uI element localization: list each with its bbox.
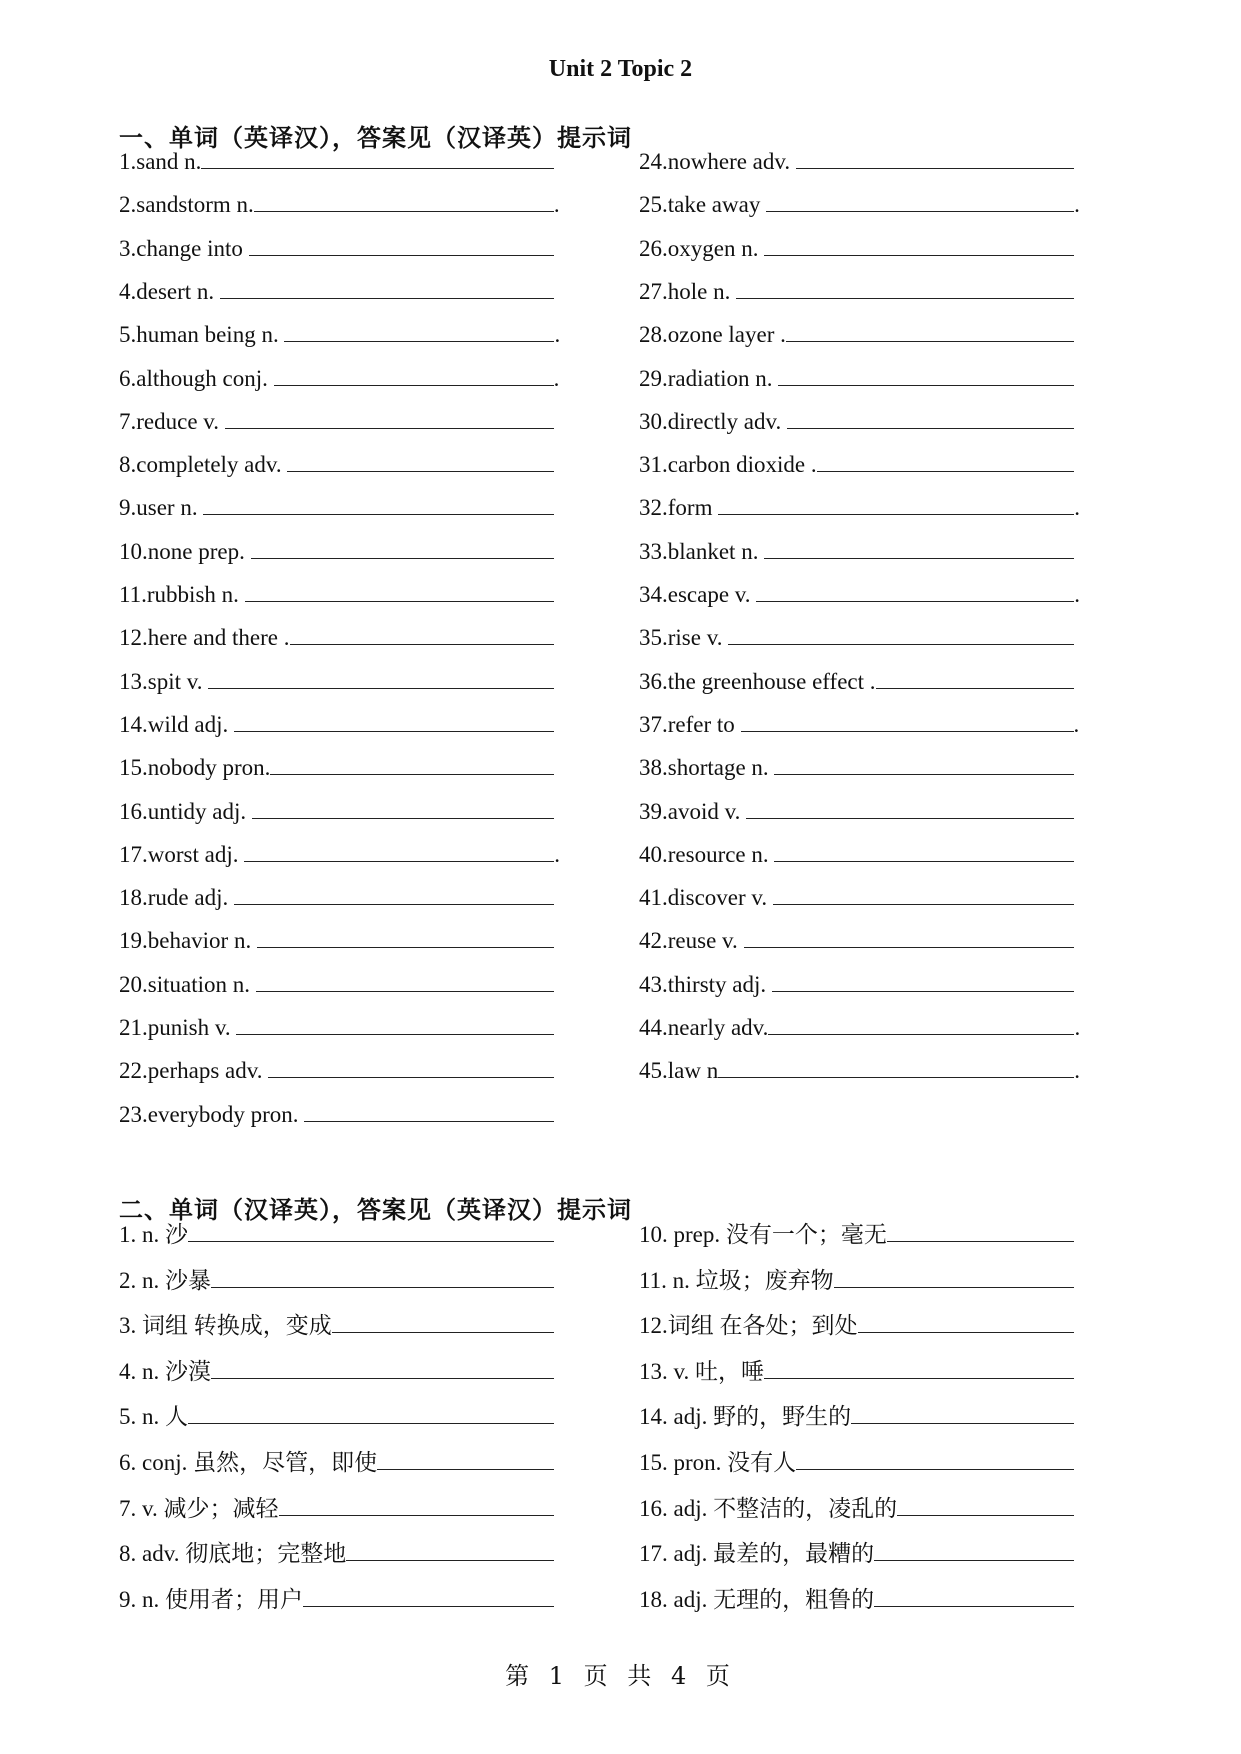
vocab-label: 8. adv. 彻底地；完整地 [119, 1541, 347, 1567]
answer-blank[interactable] [764, 536, 1074, 559]
vocab-label: 35.rise v. [639, 625, 729, 651]
vocab-label: 31.carbon dioxide . [639, 452, 817, 478]
vocab-label: 12.词组 在各处；到处 [639, 1313, 858, 1339]
answer-blank[interactable] [778, 363, 1074, 386]
vocab-item [639, 579, 1080, 609]
vocab-label: 24.nowhere adv. [639, 149, 796, 174]
vocab-item [639, 146, 1074, 176]
answer-blank[interactable] [252, 796, 554, 819]
vocab-item [639, 969, 1074, 999]
answer-blank[interactable] [203, 492, 554, 515]
vocab-label: 38.shortage n. [639, 755, 775, 781]
answer-blank[interactable] [256, 969, 554, 992]
vocab-item [119, 1584, 554, 1614]
vocab-item [639, 492, 1080, 522]
vocab-label: 7.reduce v. [119, 408, 225, 434]
vocab-item [639, 796, 1074, 826]
vocab-item [639, 666, 1074, 696]
vocab-item [639, 1055, 1080, 1085]
answer-blank[interactable] [290, 622, 554, 645]
vocab-label: 42.reuse v. [639, 928, 744, 954]
vocab-item [119, 839, 560, 869]
vocab-item [119, 1538, 554, 1568]
line-end-mark: . [553, 365, 560, 391]
answer-blank[interactable] [834, 1265, 1074, 1288]
vocab-item [119, 1099, 554, 1129]
vocab-label: 11. n. 垃圾；废弃物 [639, 1267, 834, 1293]
vocab-item [119, 925, 554, 955]
vocab-item [639, 1356, 1074, 1386]
vocab-item [639, 709, 1079, 739]
answer-blank[interactable] [766, 189, 1074, 212]
line-end-mark: . [1074, 1058, 1080, 1084]
line-end-mark: . [1074, 582, 1081, 607]
vocab-label: 21.punish v. [119, 1015, 237, 1040]
answer-blank[interactable] [796, 1447, 1074, 1470]
vocab-label: 37.refer to [639, 711, 741, 737]
answer-blank[interactable] [268, 1055, 554, 1078]
vocab-item [639, 406, 1074, 436]
page-title: Unit 2 Topic 2 [548, 56, 693, 82]
answer-blank[interactable] [220, 276, 554, 299]
vocab-item [119, 276, 554, 306]
vocab-item [119, 1493, 554, 1523]
vocab-label: 9. n. 使用者；用户 [119, 1586, 303, 1612]
vocab-label: 34.escape v. [639, 582, 757, 607]
answer-blank[interactable] [756, 579, 1074, 602]
answer-blank[interactable] [858, 1310, 1074, 1333]
answer-blank[interactable] [774, 839, 1074, 862]
vocab-label: 39.avoid v. [639, 798, 747, 824]
answer-blank[interactable] [188, 1219, 554, 1242]
answer-blank[interactable] [254, 189, 554, 212]
vocab-label: 7. v. 减少；减轻 [119, 1495, 279, 1521]
answer-blank[interactable] [236, 1012, 554, 1035]
vocab-item [119, 752, 554, 782]
answer-blank[interactable] [279, 1493, 554, 1516]
answer-blank[interactable] [897, 1493, 1074, 1516]
vocab-item [119, 449, 554, 479]
vocab-item [119, 969, 554, 999]
vocab-item [119, 1401, 554, 1431]
vocab-label: 19.behavior n. [119, 928, 257, 954]
answer-blank[interactable] [787, 406, 1074, 429]
vocab-label: 40.resource n. [639, 841, 775, 867]
vocab-item [639, 363, 1074, 393]
answer-blank[interactable] [876, 666, 1074, 689]
page-footer: 第 1 页 共 4 页 [505, 1662, 736, 1690]
vocab-item [119, 882, 554, 912]
vocab-label: 32.form [639, 495, 719, 521]
vocab-item [639, 925, 1074, 955]
answer-blank[interactable] [188, 1401, 554, 1424]
line-end-mark: . [554, 841, 560, 867]
answer-blank[interactable] [786, 319, 1074, 342]
section2-heading: 二、单词（汉译英），答案见（英译汉）提示词 [119, 1196, 632, 1224]
vocab-label: 9.user n. [119, 495, 204, 521]
vocab-item [639, 1310, 1074, 1340]
vocab-item [119, 709, 554, 739]
vocab-item [119, 406, 554, 436]
vocab-label: 17. adj. 最差的，最糟的 [639, 1541, 875, 1567]
line-end-mark: . [1074, 1015, 1081, 1040]
answer-blank[interactable] [728, 622, 1074, 645]
answer-blank[interactable] [764, 1356, 1074, 1379]
answer-blank[interactable] [211, 1265, 554, 1288]
answer-blank[interactable] [744, 925, 1074, 948]
vocab-item [639, 1012, 1080, 1042]
answer-blank[interactable] [851, 1401, 1074, 1424]
answer-blank[interactable] [768, 1012, 1074, 1035]
vocab-item [119, 492, 554, 522]
answer-blank[interactable] [208, 666, 554, 689]
vocab-label: 17.worst adj. [119, 841, 245, 867]
vocab-label: 2.sandstorm n. [119, 192, 254, 218]
vocab-label: 3. 词组 转换成，变成 [119, 1313, 332, 1339]
vocab-item [119, 1310, 554, 1340]
line-end-mark: . [1073, 711, 1080, 737]
vocab-label: 4.desert n. [119, 278, 220, 304]
vocab-label: 15.nobody pron. [119, 755, 271, 781]
answer-blank[interactable] [332, 1310, 554, 1333]
vocab-label: 23.everybody pron. [119, 1101, 305, 1127]
vocab-label: 14.wild adj. [119, 711, 234, 737]
vocab-label: 36.the greenhouse effect . [639, 668, 876, 694]
vocab-item [119, 1447, 554, 1477]
vocab-item [639, 1447, 1074, 1477]
answer-blank[interactable] [251, 536, 554, 559]
answer-blank[interactable] [201, 146, 554, 169]
vocab-label: 4. n. 沙漠 [119, 1358, 211, 1384]
answer-blank[interactable] [304, 1099, 554, 1122]
vocab-label: 6. conj. 虽然，尽管，即使 [119, 1450, 378, 1475]
vocab-item [119, 1012, 554, 1042]
answer-blank[interactable] [211, 1356, 554, 1379]
vocab-item [119, 319, 560, 349]
vocab-item [119, 666, 554, 696]
vocab-label: 6.although conj. [119, 365, 274, 391]
vocab-label: 25.take away [639, 192, 767, 218]
answer-blank[interactable] [817, 449, 1074, 472]
vocab-label: 44.nearly adv. [639, 1015, 769, 1040]
vocab-label: 5. n. 人 [119, 1404, 188, 1430]
answer-blank[interactable] [774, 752, 1074, 775]
vocab-item [639, 233, 1074, 263]
vocab-label: 13.spit v. [119, 668, 209, 694]
answer-blank[interactable] [234, 709, 554, 732]
answer-blank[interactable] [746, 796, 1074, 819]
answer-blank[interactable] [303, 1584, 554, 1607]
vocab-label: 30.directly adv. [639, 408, 787, 434]
vocab-item [119, 233, 554, 263]
section1-heading: 一、单词（英译汉），答案见（汉译英）提示词 [119, 124, 632, 152]
vocab-label: 13. v. 吐，唾 [639, 1358, 765, 1384]
answer-blank[interactable] [225, 406, 554, 429]
vocab-label: 29.radiation n. [639, 365, 779, 391]
answer-blank[interactable] [764, 233, 1074, 256]
line-end-mark: . [1074, 495, 1080, 521]
vocab-label: 10.none prep. [119, 538, 251, 564]
vocab-item [639, 319, 1074, 349]
vocab-label: 15. pron. 没有人 [639, 1450, 797, 1475]
vocab-label: 18. adj. 无理的，粗鲁的 [639, 1586, 875, 1612]
answer-blank[interactable] [377, 1447, 554, 1470]
vocab-item [119, 622, 554, 652]
vocab-item [639, 1493, 1074, 1523]
vocab-item [639, 1401, 1074, 1431]
vocab-label: 27.hole n. [639, 278, 737, 304]
vocab-item [639, 752, 1074, 782]
answer-blank[interactable] [874, 1538, 1074, 1561]
answer-blank[interactable] [270, 752, 554, 775]
vocab-label: 11.rubbish n. [119, 582, 245, 607]
vocab-label: 28.ozone layer . [639, 322, 786, 348]
vocab-item [119, 363, 559, 393]
answer-blank[interactable] [887, 1219, 1074, 1242]
answer-blank[interactable] [244, 839, 554, 862]
vocab-item [639, 1584, 1074, 1614]
vocab-label: 1.sand n. [119, 149, 202, 174]
vocab-item [639, 536, 1074, 566]
answer-blank[interactable] [245, 579, 554, 602]
answer-blank[interactable] [287, 449, 554, 472]
line-end-mark: . [554, 322, 561, 348]
answer-blank[interactable] [234, 882, 554, 905]
vocab-label: 5.human being n. [119, 322, 285, 348]
vocab-item [639, 839, 1074, 869]
answer-blank[interactable] [718, 492, 1074, 515]
vocab-item [119, 1265, 554, 1295]
vocab-item [119, 1055, 554, 1085]
vocab-item [639, 189, 1080, 219]
answer-blank[interactable] [249, 233, 554, 256]
vocab-item [639, 276, 1074, 306]
vocab-label: 16. adj. 不整洁的，凌乱的 [639, 1495, 898, 1521]
vocab-item [639, 1265, 1074, 1295]
vocab-label: 1. n. 沙 [119, 1222, 188, 1247]
vocab-label: 26.oxygen n. [639, 235, 765, 261]
vocab-label: 18.rude adj. [119, 885, 234, 911]
answer-blank[interactable] [796, 146, 1074, 169]
vocab-label: 2. n. 沙暴 [119, 1267, 211, 1293]
answer-blank[interactable] [274, 363, 554, 386]
vocab-item [639, 1219, 1074, 1249]
vocab-item [639, 449, 1074, 479]
answer-blank[interactable] [773, 882, 1074, 905]
vocab-label: 12.here and there . [119, 625, 290, 651]
vocab-label: 8.completely adv. [119, 452, 288, 478]
answer-blank[interactable] [772, 969, 1074, 992]
vocab-item [639, 1538, 1074, 1568]
answer-blank[interactable] [741, 709, 1074, 732]
answer-blank[interactable] [736, 276, 1074, 299]
vocab-label: 22.perhaps adv. [119, 1058, 269, 1084]
answer-blank[interactable] [718, 1055, 1074, 1078]
answer-blank[interactable] [346, 1538, 554, 1561]
answer-blank[interactable] [874, 1584, 1074, 1607]
line-end-mark: . [553, 192, 560, 218]
vocab-label: 45.law n [639, 1058, 719, 1084]
vocab-label: 20.situation n. [119, 971, 256, 997]
vocab-item [119, 579, 554, 609]
vocab-label: 14. adj. 野的，野生的 [639, 1404, 852, 1430]
vocab-label: 33.blanket n. [639, 538, 765, 564]
line-end-mark: . [1074, 192, 1080, 218]
vocab-item [639, 882, 1074, 912]
vocab-label: 16.untidy adj. [119, 798, 252, 824]
answer-blank[interactable] [284, 319, 554, 342]
vocab-item [119, 536, 554, 566]
vocab-item [119, 189, 560, 219]
vocab-label: 41.discover v. [639, 885, 773, 911]
vocab-label: 43.thirsty adj. [639, 971, 772, 997]
vocab-item [119, 146, 554, 176]
vocab-label: 3.change into [119, 235, 249, 261]
answer-blank[interactable] [257, 925, 554, 948]
vocab-item [119, 1356, 554, 1386]
vocab-item [119, 1219, 554, 1249]
vocab-item [639, 622, 1074, 652]
vocab-label: 10. prep. 没有一个；毫无 [639, 1222, 887, 1247]
vocab-item [119, 796, 554, 826]
